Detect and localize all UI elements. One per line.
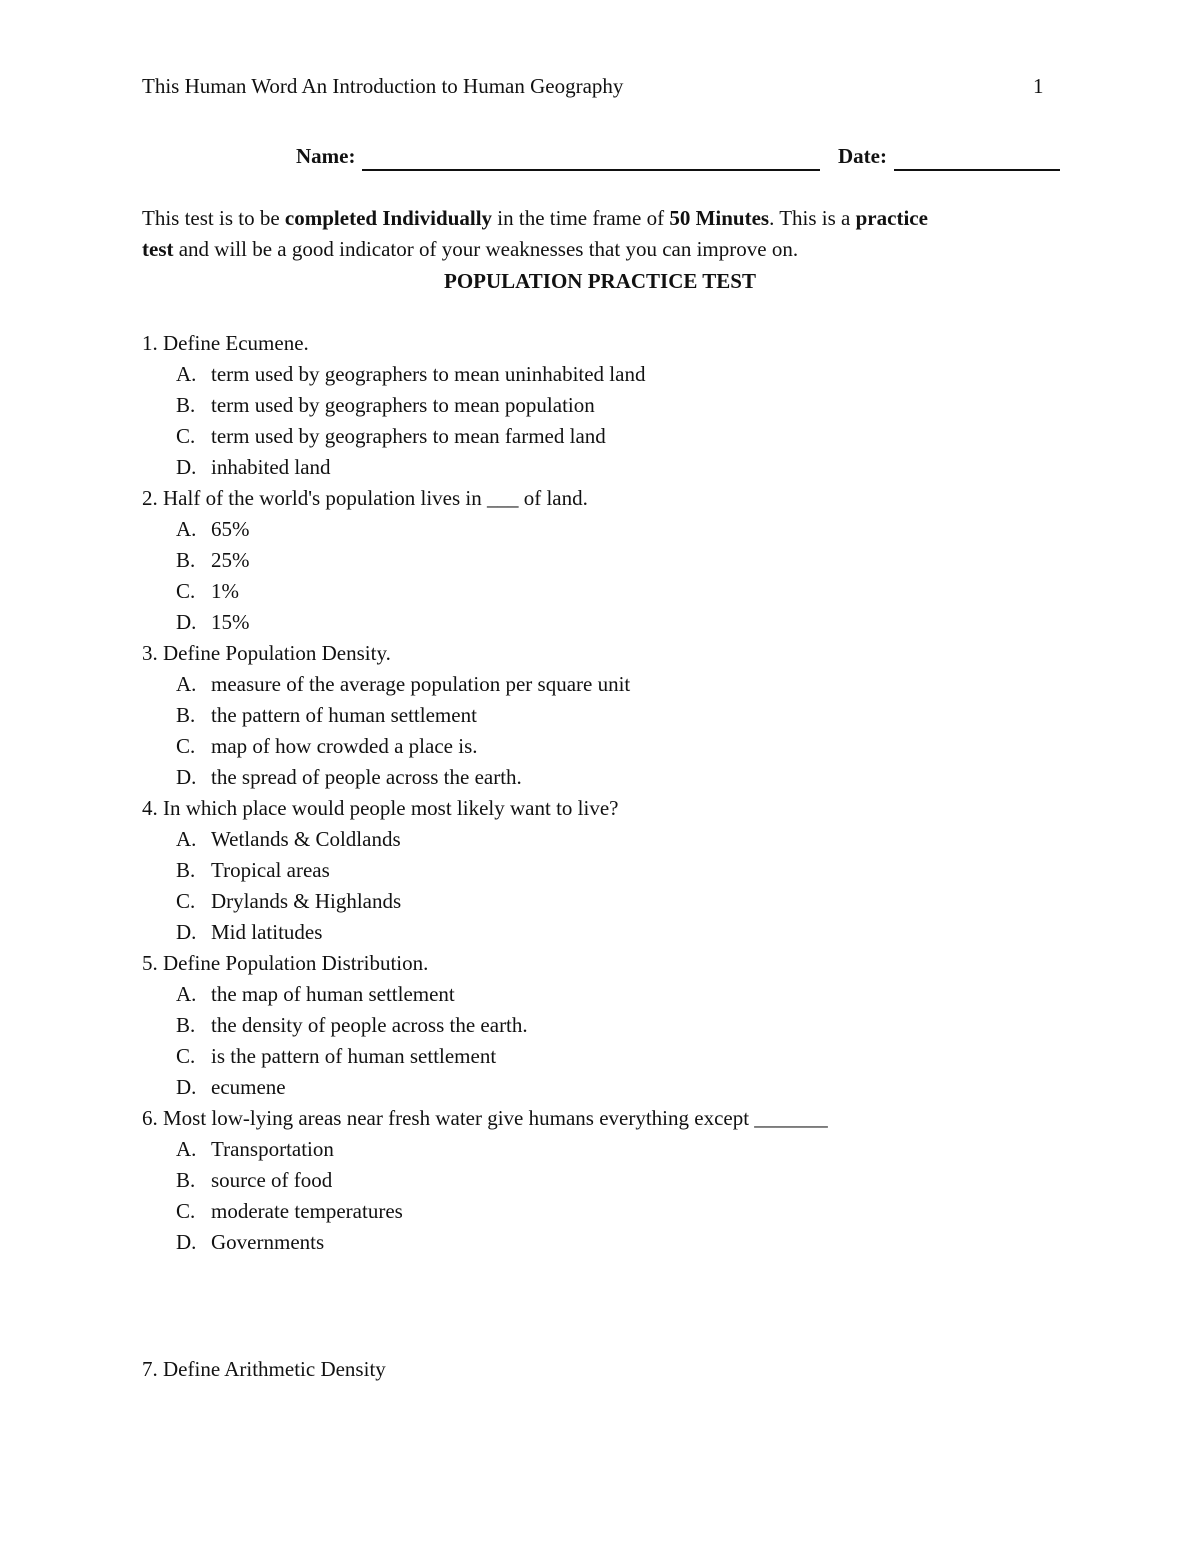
question-text: 6. Most low-lying areas near fresh water give humans everything except _______ <box>142 1106 828 1130</box>
answer-option <box>142 1010 1082 1041</box>
answer-option <box>142 452 1082 483</box>
intro-text-2: in the time frame of <box>492 206 670 230</box>
option-letter: D. <box>176 610 197 634</box>
option-text: the density of people across the earth. <box>211 1013 528 1037</box>
option-text: map of how crowded a place is. <box>211 734 478 758</box>
option-text: Transportation <box>211 1137 334 1161</box>
option-text: 25% <box>211 548 250 572</box>
option-letter: D. <box>176 920 197 944</box>
option-letter: C. <box>176 1199 196 1223</box>
option-letter: A. <box>176 517 197 541</box>
question-text: 3. Define Population Density. <box>142 641 391 665</box>
answer-option <box>142 1196 1082 1227</box>
option-letter: B. <box>176 393 196 417</box>
option-letter: C. <box>176 1044 196 1068</box>
option-text: Drylands & Highlands <box>211 889 402 913</box>
answer-option <box>142 669 1082 700</box>
answer-option <box>142 359 1082 390</box>
date-blank <box>894 169 1060 171</box>
option-letter: A. <box>176 672 197 696</box>
option-letter: D. <box>176 1075 197 1099</box>
question-text: 2. Half of the world's population lives in ___ of land. <box>142 486 588 510</box>
answer-option <box>142 1134 1082 1165</box>
option-text: ecumene <box>211 1075 286 1099</box>
option-letter: C. <box>176 889 196 913</box>
option-text: Tropical areas <box>211 858 330 882</box>
header-title: This Human Word An Introduction to Human Geography <box>142 74 624 98</box>
option-text: measure of the average population per square unit <box>211 672 631 696</box>
option-letter: D. <box>176 1230 197 1254</box>
option-text: the spread of people across the earth. <box>211 765 522 789</box>
option-letter: C. <box>176 579 196 603</box>
question-text: 5. Define Population Distribution. <box>142 951 429 975</box>
answer-option <box>142 979 1082 1010</box>
answer-option <box>142 576 1082 607</box>
intro-bold-minutes: 50 Minutes <box>669 206 770 230</box>
intro-text-1: This test is to be <box>142 206 285 230</box>
question-2 <box>142 483 1082 638</box>
name-blank <box>362 169 820 171</box>
option-text: term used by geographers to mean population <box>211 393 595 417</box>
instructions-line-2 <box>142 234 1042 265</box>
option-text: the map of human settlement <box>211 982 455 1006</box>
question-list <box>142 328 1082 1258</box>
option-text: Governments <box>211 1230 325 1254</box>
intro-bold-test: test <box>142 237 174 261</box>
option-letter: B. <box>176 1168 196 1192</box>
question-5 <box>142 948 1082 1103</box>
answer-option <box>142 917 1082 948</box>
date-label: Date: <box>838 144 887 168</box>
page-number: 1 <box>1033 74 1044 98</box>
intro-bold-practice: practice <box>855 206 928 230</box>
option-letter: A. <box>176 1137 197 1161</box>
instructions-line-1 <box>142 203 1042 234</box>
option-text: 15% <box>211 610 250 634</box>
option-letter: C. <box>176 734 196 758</box>
option-text: term used by geographers to mean farmed land <box>211 424 606 448</box>
answer-option <box>142 545 1082 576</box>
option-text: source of food <box>211 1168 333 1192</box>
answer-option <box>142 824 1082 855</box>
answer-option <box>142 700 1082 731</box>
answer-option <box>142 855 1082 886</box>
question-text: 1. Define Ecumene. <box>142 331 309 355</box>
option-text: is the pattern of human settlement <box>211 1044 497 1068</box>
answer-option <box>142 421 1082 452</box>
name-label: Name: <box>296 144 356 168</box>
answer-option <box>142 1227 1082 1258</box>
option-letter: D. <box>176 765 197 789</box>
option-letter: D. <box>176 455 197 479</box>
option-text: moderate temperatures <box>211 1199 403 1223</box>
answer-option <box>142 514 1082 545</box>
answer-option <box>142 1165 1082 1196</box>
option-letter: B. <box>176 858 196 882</box>
option-text: the pattern of human settlement <box>211 703 477 727</box>
question-6 <box>142 1103 1082 1258</box>
question-4 <box>142 793 1082 948</box>
intro-bold-individually: completed Individually <box>284 206 493 230</box>
answer-option <box>142 607 1082 638</box>
question-7: 7. Define Arithmetic Density <box>142 1357 386 1381</box>
intro-text-3: . This is a <box>769 206 856 230</box>
test-title: POPULATION PRACTICE TEST <box>444 269 756 293</box>
option-letter: B. <box>176 1013 196 1037</box>
option-text: 1% <box>211 579 239 603</box>
option-text: Mid latitudes <box>211 920 323 944</box>
option-text: Wetlands & Coldlands <box>211 827 401 851</box>
answer-option <box>142 390 1082 421</box>
question-3 <box>142 638 1082 793</box>
option-letter: A. <box>176 827 197 851</box>
intro-text-4: and will be a good indicator of your weaknesses that you can improve on. <box>173 237 799 261</box>
answer-option <box>142 886 1082 917</box>
option-letter: B. <box>176 703 196 727</box>
option-text: 65% <box>211 517 250 541</box>
answer-option <box>142 731 1082 762</box>
option-text: inhabited land <box>211 455 331 479</box>
option-letter: A. <box>176 362 197 386</box>
option-letter: A. <box>176 982 197 1006</box>
answer-option <box>142 1041 1082 1072</box>
answer-option <box>142 762 1082 793</box>
answer-option <box>142 1072 1082 1103</box>
option-letter: B. <box>176 548 196 572</box>
question-1 <box>142 328 1082 483</box>
option-letter: C. <box>176 424 196 448</box>
instructions <box>142 203 1042 265</box>
option-text: term used by geographers to mean uninhabited land <box>211 362 646 386</box>
question-text: 4. In which place would people most likely want to live? <box>142 796 619 820</box>
